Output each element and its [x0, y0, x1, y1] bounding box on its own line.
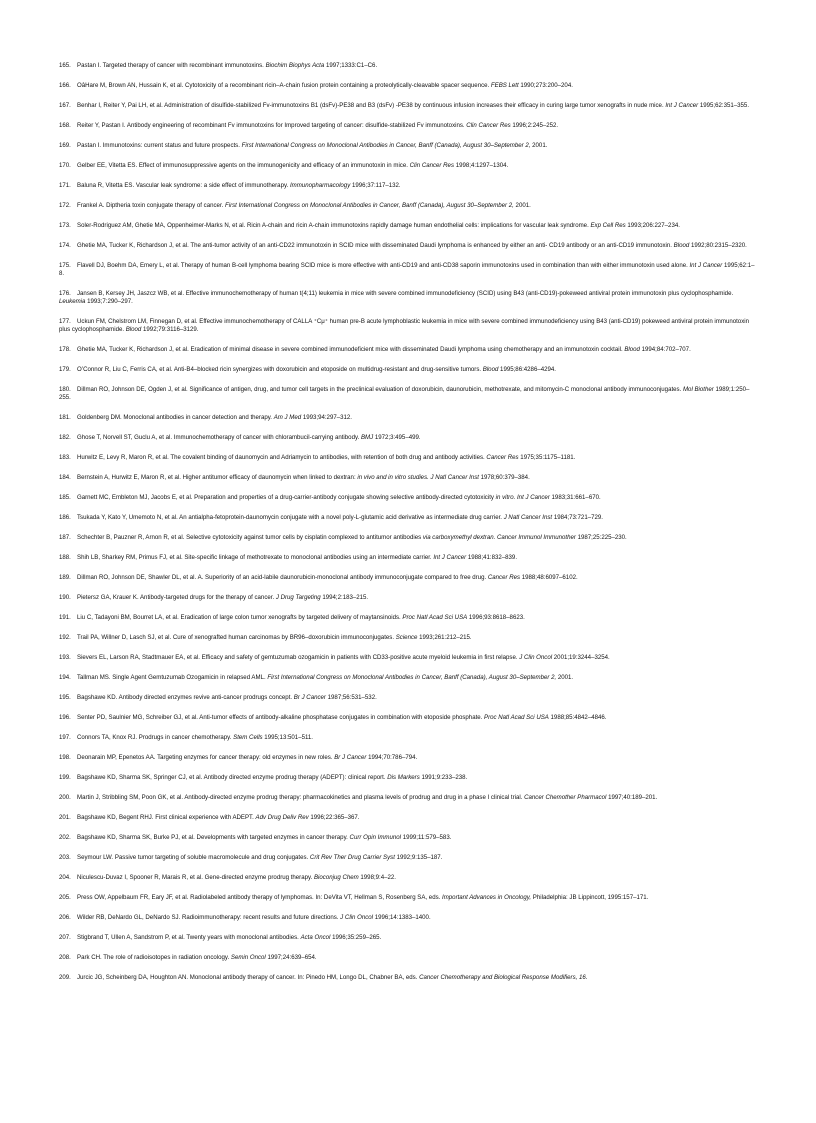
reference-journal: Cancer Chemotherapy and Biological Response Modifiers, 16.	[419, 973, 588, 981]
reference-number: 175.	[59, 261, 71, 269]
reference-journal: Immunopharmacology	[289, 181, 351, 189]
reference-journal: Cancer Res	[487, 574, 521, 582]
reference-item	[59, 82, 759, 90]
reference-number: 182.	[59, 434, 71, 442]
reference-number: 195.	[59, 693, 71, 701]
reference-number: 197.	[59, 733, 71, 741]
reference-text: Deonarain MP, Epenetos AA. Targeting enzymes for cancer therapy: old enzymes in new roles.	[77, 753, 335, 761]
reference-citation: 1997;40:189–201.	[606, 793, 658, 801]
reference-number: 166.	[59, 81, 71, 89]
reference-text: Jansen B, Kersey JH, Jaszcz WB, et al. Effective immunochemotherapy of human t(4;11) leukemia in mice with severe combined immunodeficiency (SCID) using B43 (anti-CD19)-pokeweed antiviral protein immunotoxin plus cyclophosphamide.	[77, 289, 734, 297]
reference-journal: Curr Opin Immunol	[349, 833, 402, 841]
reference-citation: 1999;11:579–583.	[401, 833, 452, 841]
reference-number: 208.	[59, 953, 71, 961]
reference-text: Uckun FM, Chelstrom LM, Finnegan D, et al. Effective immunochemotherapy of CALLA ⁺Cμ⁺ human pre-B acute lymphoblastic leukemia in mice with severe combined immunodeficiency using B43 (anti-CD19) pokeweed antiviral protein immunotoxin plus cyclophosphamide.	[59, 318, 749, 333]
reference-journal: Cancer Res	[486, 454, 519, 462]
reference-text: Dillman RO, Johnson DE, Shawler DL, et al. A. Superiority of an acid-labile daunorubicin-monoclonal antibody immunoconjugate compared to free drug.	[77, 574, 488, 582]
reference-text: Tsukada Y, Kato Y, Umemoto N, et al. An antialpha-fetoprotein-daunomycin conjugate with a novel poly-L-glutamic acid derivative as intermediate drug carrier.	[77, 514, 504, 522]
reference-text: OâHare M, Brown AN, Hussain K, et al. Cytotoxicity of a recombinant ricin–A-chain fusion protein containing a proteolytically-cleavable spacer sequence.	[77, 81, 491, 89]
reference-text: Ghetie MA, Tucker K, Richardson J, et al. Eradication of minimal disease in severe combined immunodeficient mice with disseminated Daudi lymphoma using chemotherapy and an immunotoxin cocktail.	[77, 346, 625, 354]
reference-number: 201.	[59, 813, 71, 821]
reference-item	[59, 222, 759, 230]
reference-journal: Crit Rev Ther Drug Carrier Syst	[309, 853, 395, 861]
reference-text: Baluna R, Vitetta ES. Vascular leak syndrome: a side effect of immunotherapy.	[77, 181, 290, 189]
reference-journal: Br J Cancer	[293, 693, 326, 701]
reference-item	[59, 142, 759, 150]
reference-item	[59, 634, 759, 642]
reference-text: Tallman MS. Single Agent Gemtuzumab Ozogamicin in relapsed AML.	[77, 673, 268, 681]
reference-number: 192.	[59, 634, 71, 642]
reference-text: Ghetie MA, Tucker K, Richardson J, et al. The anti-tumor activity of an anti-CD22 immunotoxin in SCID mice with disseminated Daudi lymphoma is enhanced by either an anti- CD19 antibody or an anti-CD19 immunotoxin.	[77, 241, 674, 249]
reference-number: 174.	[59, 241, 71, 249]
reference-item	[59, 734, 759, 742]
reference-journal: Clin Cancer Res	[409, 161, 454, 169]
reference-citation: 1972;3:495–499.	[373, 434, 421, 442]
reference-item	[59, 714, 759, 722]
reference-journal: Int J Cancer	[433, 554, 467, 562]
reference-journal: First International Congress on Monoclonal Antibodies in Cancer, Banff (Canada), August 30–September 2,	[225, 201, 514, 209]
reference-citation: 1996;14:1383–1400.	[373, 913, 431, 921]
reference-citation: 1995;62:1–8.	[59, 261, 755, 277]
reference-citation: 1995;13:501–511.	[262, 733, 313, 741]
reference-citation: Philadelphia: JB Lippincott, 1995:157–171.	[531, 893, 649, 901]
reference-citation: 1994;84:702–707.	[639, 346, 691, 354]
reference-journal: Proc Natl Acad Sci USA	[402, 614, 468, 622]
reference-journal: Science	[395, 634, 418, 642]
reference-item	[59, 834, 759, 842]
reference-item	[59, 854, 759, 862]
reference-journal: Acta Oncol	[300, 933, 331, 941]
reference-text: Reiter Y, Pastan I. Antibody engineering of recombinant Fv immunotoxins for Improved targeting of cancer: disulfide-stabilized Fv immunotoxins.	[77, 121, 467, 129]
reference-item	[59, 794, 759, 802]
reference-text: Connors TA, Knox RJ. Prodrugs in cancer chemotherapy.	[77, 733, 234, 741]
reference-item	[59, 934, 759, 942]
reference-text: Schechter B, Pauzner R, Arnon R, et al. Selective cytotoxicity against tumor cells by cisplatin complexed to antitumor antibodies	[77, 534, 423, 542]
reference-item	[59, 346, 759, 354]
reference-item	[59, 694, 759, 702]
reference-item	[59, 894, 759, 902]
reference-number: 180.	[59, 386, 71, 394]
reference-item	[59, 614, 759, 622]
reference-journal: Dis Markers	[387, 773, 420, 781]
reference-journal: BMJ	[360, 434, 374, 442]
reference-journal: Important Advances in Oncology,	[442, 893, 532, 901]
reference-item	[59, 954, 759, 962]
reference-citation: 1987;56:531–532.	[325, 693, 377, 701]
reference-number: 185.	[59, 494, 71, 502]
reference-citation: 1978;60:379–384.	[478, 474, 530, 482]
reference-item	[59, 290, 759, 306]
reference-journal: Semin Oncol	[230, 953, 266, 961]
reference-number: 194.	[59, 673, 71, 681]
reference-text: Jurcic JG, Scheinberg DA, Houghton AN. Monoclonal antibody therapy of cancer. In: Pinedo HM, Longo DL, Chabner BA, eds.	[77, 973, 420, 981]
reference-citation: 1994;70:786–794.	[366, 753, 418, 761]
reference-text: Bagshawe KD, Begent RHJ. First clinical experience with ADEPT.	[77, 813, 256, 821]
reference-item	[59, 386, 759, 402]
reference-journal: Proc Natl Acad Sci USA	[484, 713, 549, 721]
reference-journal: Blood	[624, 346, 640, 354]
reference-number: 171.	[59, 181, 71, 189]
reference-journal: Am J Med	[273, 414, 302, 422]
reference-journal: First International Congress on Monoclonal Antibodies in Cancer, Banff (Canada), August 30–September 2,	[267, 673, 557, 681]
reference-journal: Int J Cancer	[665, 101, 699, 109]
reference-text: O’Connor R, Liu C, Ferris CA, et al. Anti-B4–blocked ricin synergizes with doxorubicin and etoposide on multidrug-resistant and drug-sensitive tumors.	[77, 366, 483, 374]
reference-journal: J Natl Cancer Inst	[503, 514, 553, 522]
reference-journal: in vitro. Int J Cancer	[495, 494, 550, 502]
reference-text: Senter PD, Saulnier MG, Schreiber GJ, et al. Anti-tumor effects of antibody-alkaline phosphatase conjugates in combination with etoposide phosphate.	[77, 713, 485, 721]
reference-item	[59, 474, 759, 482]
reference-journal: Mol Biother	[682, 386, 714, 394]
reference-journal: FEBS Lett	[490, 81, 519, 89]
reference-journal: Biochim Biophys Acta	[265, 62, 325, 69]
reference-list	[59, 62, 759, 982]
reference-journal: First International Congress on Monoclonal Antibodies in Cancer, Banff (Canada), August 30–September 2,	[241, 141, 531, 149]
reference-number: 178.	[59, 346, 71, 354]
reference-item	[59, 202, 759, 210]
reference-number: 176.	[59, 289, 71, 297]
reference-citation: 1996;22:365–367.	[308, 813, 360, 821]
reference-number: 165.	[59, 62, 71, 69]
reference-journal: Exp Cell Res	[590, 221, 626, 229]
reference-citation: 2001.	[530, 141, 548, 149]
reference-text: Garnett MC, Embleton MJ, Jacobs E, et al. Preparation and properties of a drug-carrier-antibody conjugate showing selective antibody-directed cytotoxicity	[77, 494, 496, 502]
reference-number: 191.	[59, 614, 71, 622]
reference-journal: Blood	[673, 241, 690, 249]
reference-text: Park CH. The role of radioisotopes in radiation oncology.	[77, 953, 231, 961]
reference-number: 183.	[59, 454, 71, 462]
reference-number: 179.	[59, 366, 71, 374]
reference-item	[59, 454, 759, 462]
reference-number: 202.	[59, 833, 71, 841]
reference-item	[59, 122, 759, 130]
reference-citation: 1987;25:225–230.	[575, 534, 627, 542]
reference-text: Pietersz GA, Krauer K. Antibody-targeted drugs for the therapy of cancer.	[77, 594, 276, 602]
reference-item	[59, 754, 759, 762]
reference-number: 207.	[59, 933, 71, 941]
reference-item	[59, 102, 759, 110]
reference-citation: 1995;86:4286–4294.	[498, 366, 556, 374]
reference-number: 189.	[59, 574, 71, 582]
reference-citation: 1975;35:1175–1181.	[518, 454, 576, 462]
reference-number: 186.	[59, 514, 71, 522]
reference-number: 203.	[59, 853, 71, 861]
reference-number: 204.	[59, 873, 71, 881]
reference-citation: 1996;2:245–252.	[510, 121, 559, 129]
reference-item	[59, 874, 759, 882]
reference-item	[59, 974, 759, 982]
reference-citation: 1993;261:212–215.	[417, 634, 472, 642]
reference-journal: Bioconjug Chem	[313, 873, 359, 881]
reference-text: Shih LB, Sharkey RM, Primus FJ, et al. Site-specific linkage of methotrexate to monoclonal antibodies using an intermediate carrier.	[77, 554, 434, 562]
reference-item	[59, 914, 759, 922]
reference-text: Benhar I, Reiter Y, Pai LH, et al. Administration of disulfide-stabilized Fv-immunotoxins B1 (dsFv)-PE38 and B3 (dsFv) -PE38 by continuous infusion increases their efficacy in curing large tumor xenografts in nude mice.	[77, 101, 666, 109]
reference-text: Soler-Rodriguez AM, Ghetie MA, Oppenheimer-Marks N, et al. Ricin A-chain and ricin A-chain immunotoxins rapidly damage human endothelial cells: implications for vascular leak syndrome.	[77, 221, 591, 229]
reference-journal: in vivo and in vitro studies. J Natl Cancer Inst	[357, 474, 479, 482]
reference-item	[59, 414, 759, 422]
reference-number: 190.	[59, 594, 71, 602]
reference-citation: 1996;37:117–132.	[350, 181, 401, 189]
reference-text: Liu C, Tadayoni BM, Bourret LA, et al. Eradication of large colon tumor xenografts by targeted delivery of maytansinoids.	[77, 614, 403, 622]
reference-text: Hurwitz E, Levy R, Maron R, et al. The covalent binding of daunomycin and Adriamycin to antibodies, with retention of both drug and antibody activities.	[77, 454, 487, 462]
reference-item	[59, 514, 759, 522]
reference-citation: 1990;273:200–204.	[518, 81, 573, 89]
reference-citation: 1995;62:351–355.	[698, 101, 750, 109]
reference-journal: Blood	[125, 325, 142, 333]
reference-item	[59, 434, 759, 442]
reference-citation: 1996;93:8618–8623.	[467, 614, 525, 622]
reference-number: 172.	[59, 201, 71, 209]
reference-journal: J Drug Targeting	[275, 594, 321, 602]
reference-item	[59, 594, 759, 602]
reference-citation: 1998;9:4–22.	[358, 873, 396, 881]
reference-item	[59, 242, 759, 250]
reference-journal: Stem Cells	[233, 733, 263, 741]
reference-item	[59, 574, 759, 582]
reference-journal: Adv Drug Deliv Rev	[255, 813, 309, 821]
reference-citation: 2001.	[556, 673, 574, 681]
reference-number: 200.	[59, 793, 71, 801]
reference-citation: 1992;80:2315–2320.	[689, 241, 747, 249]
reference-item	[59, 554, 759, 562]
reference-text: Bagshawe KD, Sharma SK, Springer CJ, et al. Antibody directed enzyme prodrug therapy (ADEPT): clinical report.	[77, 773, 388, 781]
reference-text: Press OW, Appelbaum FR, Eary JF, et al. Radiolabeled antibody therapy of lymphomas. In: DeVita VT, Hellman S, Rosenberg SA, eds.	[77, 893, 443, 901]
reference-number: 181.	[59, 414, 71, 422]
reference-number: 196.	[59, 713, 71, 721]
reference-number: 205.	[59, 893, 71, 901]
reference-citation: 1991;9:233–238.	[419, 773, 468, 781]
reference-journal: Int J Cancer	[689, 261, 723, 269]
reference-item	[59, 182, 759, 190]
reference-text: Wilder RB, DeNardo GL, DeNardo SJ. Radioimmunotherapy: recent results and future directions.	[77, 913, 341, 921]
reference-item	[59, 62, 759, 70]
reference-number: 173.	[59, 221, 71, 229]
reference-number: 209.	[59, 973, 71, 981]
reference-citation: 2001;19:3244–3254.	[552, 654, 610, 661]
reference-number: 199.	[59, 773, 71, 781]
reference-text: Trail PA, Willner D, Lasch SJ, et al. Cure of xenografted human carcinomas by BR96–doxorubicin immunoconjugates.	[77, 634, 396, 642]
reference-item	[59, 774, 759, 782]
reference-item	[59, 162, 759, 170]
reference-item	[59, 318, 759, 334]
reference-text: Martin J, Stribbling SM, Poon GK, et al. Antibody-directed enzyme prodrug therapy: pharmacokinetics and plasma levels of prodrug and drug in a phase I clinical trial.	[77, 793, 525, 801]
reference-item	[59, 814, 759, 822]
reference-citation: 1993;94:297–312.	[301, 414, 352, 422]
reference-citation: 1989;1:250–255.	[59, 386, 750, 401]
reference-number: 184.	[59, 474, 71, 482]
reference-number: 170.	[59, 161, 71, 169]
reference-text: Bernstein A, Hurwitz E, Maron R, et al. Higher antitumor efficacy of daunomycin when linked to dextran:	[77, 474, 358, 482]
reference-citation: 1996;35:259–265.	[330, 933, 382, 941]
reference-journal: J Clin Oncol	[519, 654, 553, 661]
reference-text: Seymour LW. Passive tumor targeting of soluble macromolecule and drug conjugates.	[77, 853, 310, 861]
reference-citation: 1988;85:4842–4846.	[548, 713, 607, 721]
reference-text: Sievers EL, Larson RA, Stadtmauer EA, et al. Efficacy and safety of gemtuzumab ozogamicin in patients with CD33-positive acute myeloid leukemia in first relapse.	[77, 654, 520, 661]
reference-number: 206.	[59, 913, 71, 921]
reference-citation: 1993;7:290–297.	[85, 297, 133, 305]
reference-item	[59, 654, 759, 662]
reference-number: 193.	[59, 654, 71, 661]
reference-text: Stigbrand T, Ullen A, Sandstrom P, et al. Twenty years with monoclonal antibodies.	[77, 933, 301, 941]
reference-citation: 1997;24:639–654.	[265, 953, 317, 961]
reference-text: Flavell DJ, Boehm DA, Emery L, et al. Therapy of human B-cell lymphoma bearing SCID mice is more effective with anti-CD19 and anti-CD38 saporin immunotoxins used in combination than with either immunotoxin used alone.	[77, 261, 690, 269]
reference-text: Pastan I. Targeted therapy of cancer with recombinant immunotoxins.	[77, 62, 266, 69]
reference-text: Ghose T, Norvell ST, Guclu A, et al. Immunochemotherapy of cancer with chlorambucil-carrying antibody.	[77, 434, 361, 442]
reference-journal: Leukemia	[59, 297, 86, 305]
reference-text: Bagshawe KD. Antibody directed enzymes revive anti-cancer prodrugs concept.	[77, 693, 294, 701]
reference-journal: Clin Cancer Res	[466, 121, 511, 129]
reference-citation: 1994;2:183–215.	[320, 594, 369, 602]
reference-item	[59, 366, 759, 374]
reference-journal: Blood	[482, 366, 499, 374]
reference-text: Gelber EE, Vitetta ES. Effect of immunosuppressive agents on the immunogenicity and efficacy of an immunotoxin in mice.	[77, 161, 410, 169]
reference-citation: 2001.	[513, 201, 531, 209]
reference-text: Dillman RO, Johnson DE, Ogden J, et al. Significance of antigen, drug, and tumor cell targets in the preclinical evaluation of doxorubicin, daunorubicin, methotrexate, and mitomycin-C monoclonal antibody immunoconjugates.	[77, 386, 683, 394]
reference-number: 168.	[59, 121, 71, 129]
reference-citation: 1984;73:721–729.	[552, 514, 603, 522]
reference-citation: 1983;31:661–670.	[549, 494, 601, 502]
reference-number: 177.	[59, 318, 71, 326]
reference-citation: 1992;9:135–187.	[394, 853, 443, 861]
reference-journal: Cancer Chemother Pharmacol	[524, 793, 607, 801]
reference-text: Frankel A. Diptheria toxin conjugate therapy of cancer.	[77, 201, 226, 209]
reference-citation: 1993;206:227–234.	[625, 221, 680, 229]
reference-journal: Br J Cancer	[334, 753, 367, 761]
reference-text: Niculescu-Duvaz I, Spooner R, Marais R, et al. Gene-directed enzyme prodrug therapy.	[77, 873, 314, 881]
reference-number: 198.	[59, 753, 71, 761]
reference-item	[59, 494, 759, 502]
reference-citation: 1998;4:1297–1304.	[454, 161, 509, 169]
reference-citation: 1997;1333:C1–C6.	[324, 62, 378, 69]
reference-text: Pastan I. Immunotoxins: current status and future prospects.	[77, 141, 242, 149]
reference-journal: via carboxymethyl dextran. Cancer Immunol Immunother	[422, 534, 576, 542]
reference-item	[59, 534, 759, 542]
reference-number: 188.	[59, 554, 71, 562]
reference-citation: 1992;79:3116–3129.	[141, 325, 199, 333]
reference-number: 187.	[59, 534, 71, 542]
reference-journal: J Clin Oncol	[340, 913, 374, 921]
reference-citation: 1988;48:6097–6102.	[520, 574, 578, 582]
reference-text: Bagshawe KD, Sharma SK, Burke PJ, et al. Developments with targeted enzymes in cancer therapy.	[77, 833, 350, 841]
reference-citation: 1988;41:832–839.	[466, 554, 518, 562]
reference-number: 167.	[59, 101, 71, 109]
reference-text: Goldenberg DM. Monoclonal antibodies in cancer detection and therapy.	[77, 414, 274, 422]
reference-item	[59, 674, 759, 682]
reference-number: 169.	[59, 141, 71, 149]
reference-item	[59, 262, 759, 278]
